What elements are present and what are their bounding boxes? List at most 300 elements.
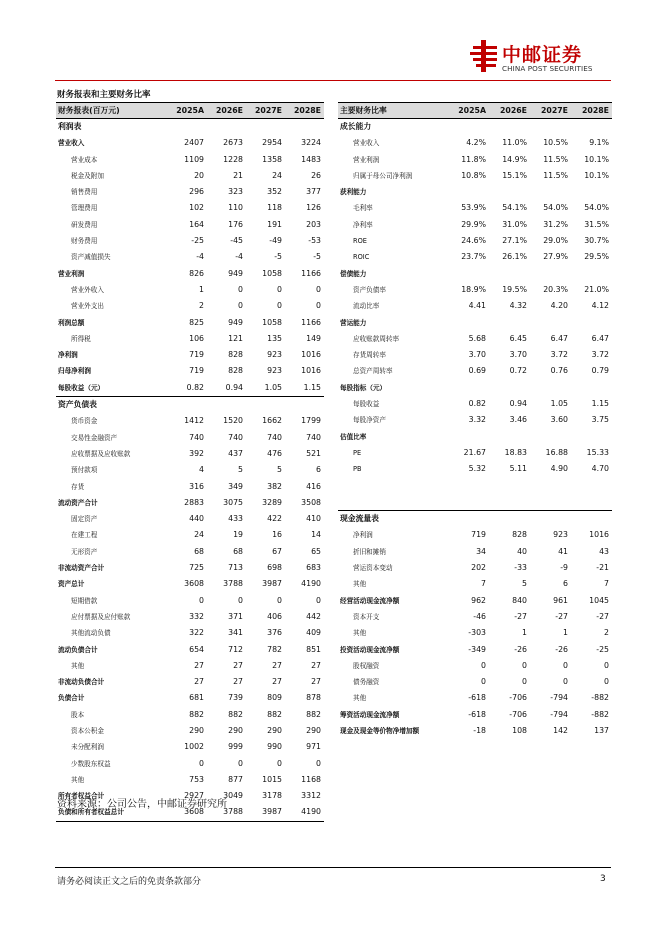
cell-value: 10.1% — [584, 170, 609, 180]
cell-value — [489, 380, 530, 396]
cell-value: 21.67 — [463, 447, 486, 457]
cell-value: -46 — [473, 611, 486, 621]
table-row — [56, 413, 324, 429]
cell-value: 164 — [189, 219, 204, 229]
table-row — [56, 511, 324, 527]
cell-value: -706 — [509, 693, 527, 703]
cell-value: 1016 — [301, 350, 321, 360]
cell-value: 0 — [238, 301, 243, 311]
cell-value: 30.7% — [584, 236, 609, 246]
cell-value: 0 — [316, 595, 321, 605]
cell-value: 3049 — [223, 791, 243, 801]
cell-value: -794 — [550, 709, 568, 719]
cell-value: -18 — [473, 725, 486, 735]
cell-value: 10.5% — [543, 138, 568, 148]
cell-value: 1015 — [262, 774, 282, 784]
cell-value: 142 — [553, 725, 568, 735]
cell-value: 877 — [228, 774, 243, 784]
cell-value: 442 — [306, 611, 321, 621]
cell-value: 0 — [277, 301, 282, 311]
cell-value: 341 — [228, 628, 243, 638]
row-label: PE — [353, 448, 362, 457]
cell-value: 3.32 — [468, 415, 486, 425]
cell-value: 110 — [228, 203, 243, 213]
cell-value: 5 — [277, 465, 282, 475]
header-label: 主要财务比率 — [338, 103, 448, 119]
row-label: 营业收入 — [353, 139, 380, 148]
cell-value — [571, 478, 612, 494]
row-label: 营业利润 — [353, 155, 380, 164]
cell-value: 0.82 — [186, 382, 204, 392]
table-row — [338, 363, 612, 379]
cell-value: 102 — [189, 203, 204, 213]
row-label: 营业外收入 — [71, 285, 104, 294]
row-label: 毛利率 — [353, 204, 373, 213]
row-label: 税金及附加 — [71, 171, 104, 180]
cell-value: 949 — [228, 268, 243, 278]
table-row — [56, 184, 324, 200]
row-label: 非流动资产合计 — [58, 564, 105, 573]
row-label: 其他 — [353, 694, 367, 703]
cell-value: 31.0% — [502, 219, 527, 229]
cell-value: 0.76 — [550, 366, 568, 376]
row-label: 每股收益（元） — [58, 383, 105, 392]
cell-value: -349 — [468, 644, 486, 654]
header-divider — [55, 80, 611, 81]
cell-value: 971 — [306, 742, 321, 752]
row-label: 偿债能力 — [340, 269, 367, 278]
cell-value: 290 — [267, 725, 282, 735]
cell-value: 352 — [267, 187, 282, 197]
cell-value: -4 — [196, 252, 204, 262]
table-row — [338, 298, 612, 314]
cell-value: 3.70 — [509, 350, 527, 360]
row-label: 营业成本 — [71, 155, 98, 164]
cell-value: 24.6% — [461, 236, 486, 246]
cell-value: 65 — [311, 546, 321, 556]
cell-value: -5 — [274, 252, 282, 262]
cell-value: 5.68 — [468, 333, 486, 343]
cell-value: -618 — [468, 693, 486, 703]
cell-value: -882 — [591, 693, 609, 703]
cell-value: 0 — [481, 677, 486, 687]
cell-value: 29.9% — [461, 219, 486, 229]
cell-value: 0 — [481, 660, 486, 670]
table-row — [338, 429, 612, 445]
table-row — [56, 609, 324, 625]
cell-value: 1166 — [301, 317, 321, 327]
cell-value: 2 — [199, 301, 204, 311]
row-label: 估值比率 — [340, 432, 367, 441]
cell-value: 176 — [228, 219, 243, 229]
cell-value — [207, 397, 246, 414]
row-label — [338, 494, 448, 511]
cell-value: 409 — [306, 628, 321, 638]
row-label: 短期借款 — [71, 596, 98, 605]
cell-value: -26 — [514, 644, 527, 654]
cell-value: 882 — [306, 709, 321, 719]
cell-value: 753 — [189, 774, 204, 784]
table-row — [56, 527, 324, 543]
cell-value: 54.0% — [584, 203, 609, 213]
row-label: 在建工程 — [71, 531, 98, 540]
row-label: 其他流动负债 — [71, 629, 111, 638]
cell-value: 440 — [189, 514, 204, 524]
cell-value — [530, 511, 571, 528]
cell-value: -26 — [555, 644, 568, 654]
row-label: ROIC — [353, 253, 370, 262]
table-row — [338, 642, 612, 658]
table-row — [56, 331, 324, 347]
row-label: 筹资活动现金流净额 — [340, 710, 400, 719]
cell-value: 41 — [558, 546, 568, 556]
cell-value: 1520 — [223, 416, 243, 426]
cell-value: 828 — [512, 530, 527, 540]
cell-value — [246, 119, 285, 136]
cell-value: 0.94 — [509, 399, 527, 409]
table-row — [56, 380, 324, 397]
table-header-row — [338, 103, 612, 119]
cell-value: 725 — [189, 563, 204, 573]
table-row — [56, 249, 324, 265]
table-row — [56, 560, 324, 576]
cell-value — [285, 397, 324, 414]
cell-value: 108 — [512, 725, 527, 735]
table-row — [56, 363, 324, 379]
row-label: 资本公积金 — [71, 726, 104, 735]
table-row — [338, 576, 612, 592]
cell-value: 1 — [522, 628, 527, 638]
cell-value: 19 — [233, 530, 243, 540]
cell-value: 2673 — [223, 138, 243, 148]
section-header-row — [56, 397, 324, 414]
table-row — [56, 723, 324, 739]
cell-value: 11.5% — [543, 154, 568, 164]
cell-value: 437 — [228, 448, 243, 458]
cell-value: 16 — [272, 530, 282, 540]
page-number: 3 — [600, 874, 606, 884]
cell-value: 4.32 — [509, 301, 527, 311]
cell-value: 53.9% — [461, 203, 486, 213]
cell-value — [448, 494, 489, 511]
table-row — [338, 560, 612, 576]
cell-value: 377 — [306, 187, 321, 197]
table-row — [56, 576, 324, 592]
row-label: 流动资产合计 — [58, 498, 98, 507]
header-year: 2028E — [285, 103, 324, 119]
cell-value: -27 — [596, 611, 609, 621]
header-year: 2026E — [489, 103, 530, 119]
table-row — [56, 200, 324, 216]
cell-value: 1799 — [301, 416, 321, 426]
cell-value: 18.9% — [461, 284, 486, 294]
row-label: 现金流量表 — [338, 511, 448, 528]
cell-value — [571, 429, 612, 445]
cell-value: 0 — [316, 758, 321, 768]
cell-value: 27 — [272, 677, 282, 687]
cell-value: 3.72 — [550, 350, 568, 360]
cell-value: 392 — [189, 448, 204, 458]
cell-value: 332 — [189, 611, 204, 621]
table-row — [338, 168, 612, 184]
row-label: 营业利润 — [58, 269, 85, 278]
cell-value: 40 — [517, 546, 527, 556]
cell-value: 0 — [238, 758, 243, 768]
cell-value — [530, 478, 571, 494]
cell-value — [448, 315, 489, 331]
row-label: 无形资产 — [71, 547, 98, 556]
table-row — [338, 331, 612, 347]
row-label: 经营活动现金流净额 — [340, 596, 400, 605]
cell-value: 290 — [189, 725, 204, 735]
table-row — [56, 674, 324, 690]
cell-value: 6 — [316, 465, 321, 475]
cell-value: 26 — [311, 170, 321, 180]
cell-value: 27 — [233, 660, 243, 670]
row-label: 负债合计 — [58, 694, 85, 703]
row-label: 净利润 — [353, 531, 373, 540]
cell-value: 191 — [267, 219, 282, 229]
cell-value — [448, 119, 489, 136]
cell-value: 349 — [228, 481, 243, 491]
cell-value: 0.79 — [591, 366, 609, 376]
cell-value: 1109 — [184, 154, 204, 164]
cell-value: 27 — [311, 677, 321, 687]
cell-value: 0.69 — [468, 366, 486, 376]
row-label: 每股收益 — [353, 400, 380, 409]
cell-value: 882 — [189, 709, 204, 719]
cell-value — [530, 266, 571, 282]
table-row — [338, 347, 612, 363]
cell-value: 21 — [233, 170, 243, 180]
row-label: 利润总额 — [58, 318, 85, 327]
cell-value — [530, 184, 571, 200]
row-label: 归属于母公司净利润 — [353, 171, 413, 180]
cell-value: 828 — [228, 350, 243, 360]
cell-value — [530, 494, 571, 511]
table-row — [338, 707, 612, 723]
cell-value: -882 — [591, 709, 609, 719]
cell-value — [168, 119, 207, 136]
row-label: 营业外支出 — [71, 302, 104, 311]
cell-value: 1 — [563, 628, 568, 638]
row-label: 财务费用 — [71, 237, 98, 246]
cell-value: 4 — [199, 465, 204, 475]
cell-value: 20.3% — [543, 284, 568, 294]
cell-value — [246, 397, 285, 414]
row-label: 所有者权益合计 — [58, 792, 105, 801]
cell-value: 0 — [277, 595, 282, 605]
cell-value: 149 — [306, 333, 321, 343]
cell-value: 202 — [471, 563, 486, 573]
cell-value — [285, 119, 324, 136]
cell-value: -303 — [468, 628, 486, 638]
row-label: 研发费用 — [71, 220, 98, 229]
cell-value: 135 — [267, 333, 282, 343]
row-label: 固定资产 — [71, 515, 98, 524]
cell-value: 11.5% — [543, 170, 568, 180]
cell-value: 719 — [471, 530, 486, 540]
table-row — [338, 658, 612, 674]
table-row — [56, 462, 324, 478]
cell-value: 5.11 — [509, 464, 527, 474]
section-header-row — [56, 119, 324, 136]
cell-value: 1016 — [301, 366, 321, 376]
cell-value: 19.5% — [502, 284, 527, 294]
cell-value: 923 — [267, 350, 282, 360]
cell-value: 740 — [189, 432, 204, 442]
cell-value: -794 — [550, 693, 568, 703]
cell-value: 11.0% — [502, 138, 527, 148]
cell-value — [571, 380, 612, 396]
cell-value: -5 — [313, 252, 321, 262]
cell-value: 3312 — [301, 791, 321, 801]
cell-value: 376 — [267, 628, 282, 638]
cell-value: 3788 — [207, 804, 246, 821]
row-label: 销售费用 — [71, 188, 98, 197]
cell-value: 3.72 — [591, 350, 609, 360]
table-row — [56, 217, 324, 233]
cell-value: 878 — [306, 693, 321, 703]
cell-value: 4.90 — [550, 464, 568, 474]
row-label: 利润表 — [58, 122, 82, 131]
table-row — [338, 527, 612, 543]
table-row — [56, 495, 324, 511]
row-label: 其他 — [353, 629, 367, 638]
table-row — [338, 249, 612, 265]
cell-value — [489, 494, 530, 511]
page-title: 财务报表和主要财务比率 — [57, 90, 151, 100]
row-label: 折旧和摊销 — [353, 547, 386, 556]
cell-value: 5 — [522, 579, 527, 589]
cell-value: -9 — [560, 563, 568, 573]
cell-value — [448, 184, 489, 200]
table-row — [338, 625, 612, 641]
table-row — [56, 642, 324, 658]
cell-value: 20 — [194, 170, 204, 180]
row-label: 成长能力 — [340, 122, 372, 131]
cell-value: 0 — [604, 660, 609, 670]
cell-value: -706 — [509, 709, 527, 719]
cell-value: 961 — [553, 595, 568, 605]
cell-value: 681 — [189, 693, 204, 703]
row-label: 非流动负债合计 — [58, 678, 105, 687]
row-label: 其他 — [71, 661, 85, 670]
cell-value: 1483 — [301, 154, 321, 164]
cell-value: 316 — [189, 481, 204, 491]
cell-value: 11.8% — [461, 154, 486, 164]
cell-value: 433 — [228, 514, 243, 524]
cell-value: 1.15 — [303, 382, 321, 392]
table-header-row — [56, 103, 324, 119]
cell-value: 0 — [522, 677, 527, 687]
cell-value: 826 — [189, 268, 204, 278]
cell-value: -27 — [514, 611, 527, 621]
table-row — [56, 625, 324, 641]
row-label: 总资产周转率 — [353, 367, 393, 376]
cell-value: 410 — [306, 514, 321, 524]
cell-value — [489, 184, 530, 200]
cell-value: 3289 — [262, 497, 282, 507]
cell-value: 14 — [311, 530, 321, 540]
table-row — [338, 593, 612, 609]
cell-value: 29.0% — [543, 236, 568, 246]
table-row — [56, 739, 324, 755]
cell-value: 27.1% — [502, 236, 527, 246]
row-label: 未分配利润 — [71, 743, 104, 752]
cell-value: 0 — [522, 660, 527, 670]
row-label: 股权融资 — [353, 661, 380, 670]
table-row — [56, 690, 324, 706]
cell-value — [571, 184, 612, 200]
cell-value: 999 — [228, 742, 243, 752]
cell-value: 382 — [267, 481, 282, 491]
cell-value: 1662 — [262, 416, 282, 426]
cell-value: 29.5% — [584, 252, 609, 262]
cell-value: 4.2% — [466, 138, 486, 148]
cell-value: 0 — [604, 677, 609, 687]
row-label: 交易性金融资产 — [71, 433, 118, 442]
cell-value: 1166 — [301, 268, 321, 278]
cell-value — [530, 380, 571, 396]
cell-value: 14.9% — [502, 154, 527, 164]
header-year: 2026E — [207, 103, 246, 119]
cell-value: 2407 — [184, 138, 204, 148]
cell-value: 290 — [306, 725, 321, 735]
table-row — [56, 266, 324, 282]
cell-value: 24 — [272, 170, 282, 180]
cell-value: -21 — [596, 563, 609, 573]
cell-value: 683 — [306, 563, 321, 573]
cell-value: 6.45 — [509, 333, 527, 343]
row-label: 少数股东权益 — [71, 759, 111, 768]
cell-value: 7 — [604, 579, 609, 589]
cell-value: 296 — [189, 187, 204, 197]
table-row — [338, 412, 612, 428]
table-row — [56, 152, 324, 168]
cell-value: 126 — [306, 203, 321, 213]
cell-value: 1412 — [184, 416, 204, 426]
cell-value: 21.0% — [584, 284, 609, 294]
row-label: PB — [353, 465, 362, 474]
cell-value: 740 — [306, 432, 321, 442]
cell-value: 9.1% — [589, 138, 609, 148]
cell-value: 34 — [476, 546, 486, 556]
financial-statements-table — [56, 102, 324, 822]
cell-value — [571, 266, 612, 282]
cell-value: 882 — [267, 709, 282, 719]
cell-value: 322 — [189, 628, 204, 638]
cell-value: 521 — [306, 448, 321, 458]
table-row — [338, 200, 612, 216]
cell-value: 27 — [194, 677, 204, 687]
cell-value: 2954 — [262, 138, 282, 148]
row-label: 资产减值损失 — [71, 253, 111, 262]
brand-name-cn: 中邮证券 — [502, 44, 583, 66]
cell-value: 0 — [316, 284, 321, 294]
table-row — [338, 461, 612, 477]
cell-value: -45 — [230, 236, 243, 246]
row-label: 净利率 — [353, 220, 373, 229]
cell-value: 719 — [189, 366, 204, 376]
cell-value: 203 — [306, 219, 321, 229]
cell-value — [448, 511, 489, 528]
cell-value — [207, 119, 246, 136]
row-label: 其他 — [71, 775, 85, 784]
cell-value: 2927 — [184, 791, 204, 801]
cell-value: 1168 — [301, 774, 321, 784]
row-label: 营运能力 — [340, 318, 367, 327]
